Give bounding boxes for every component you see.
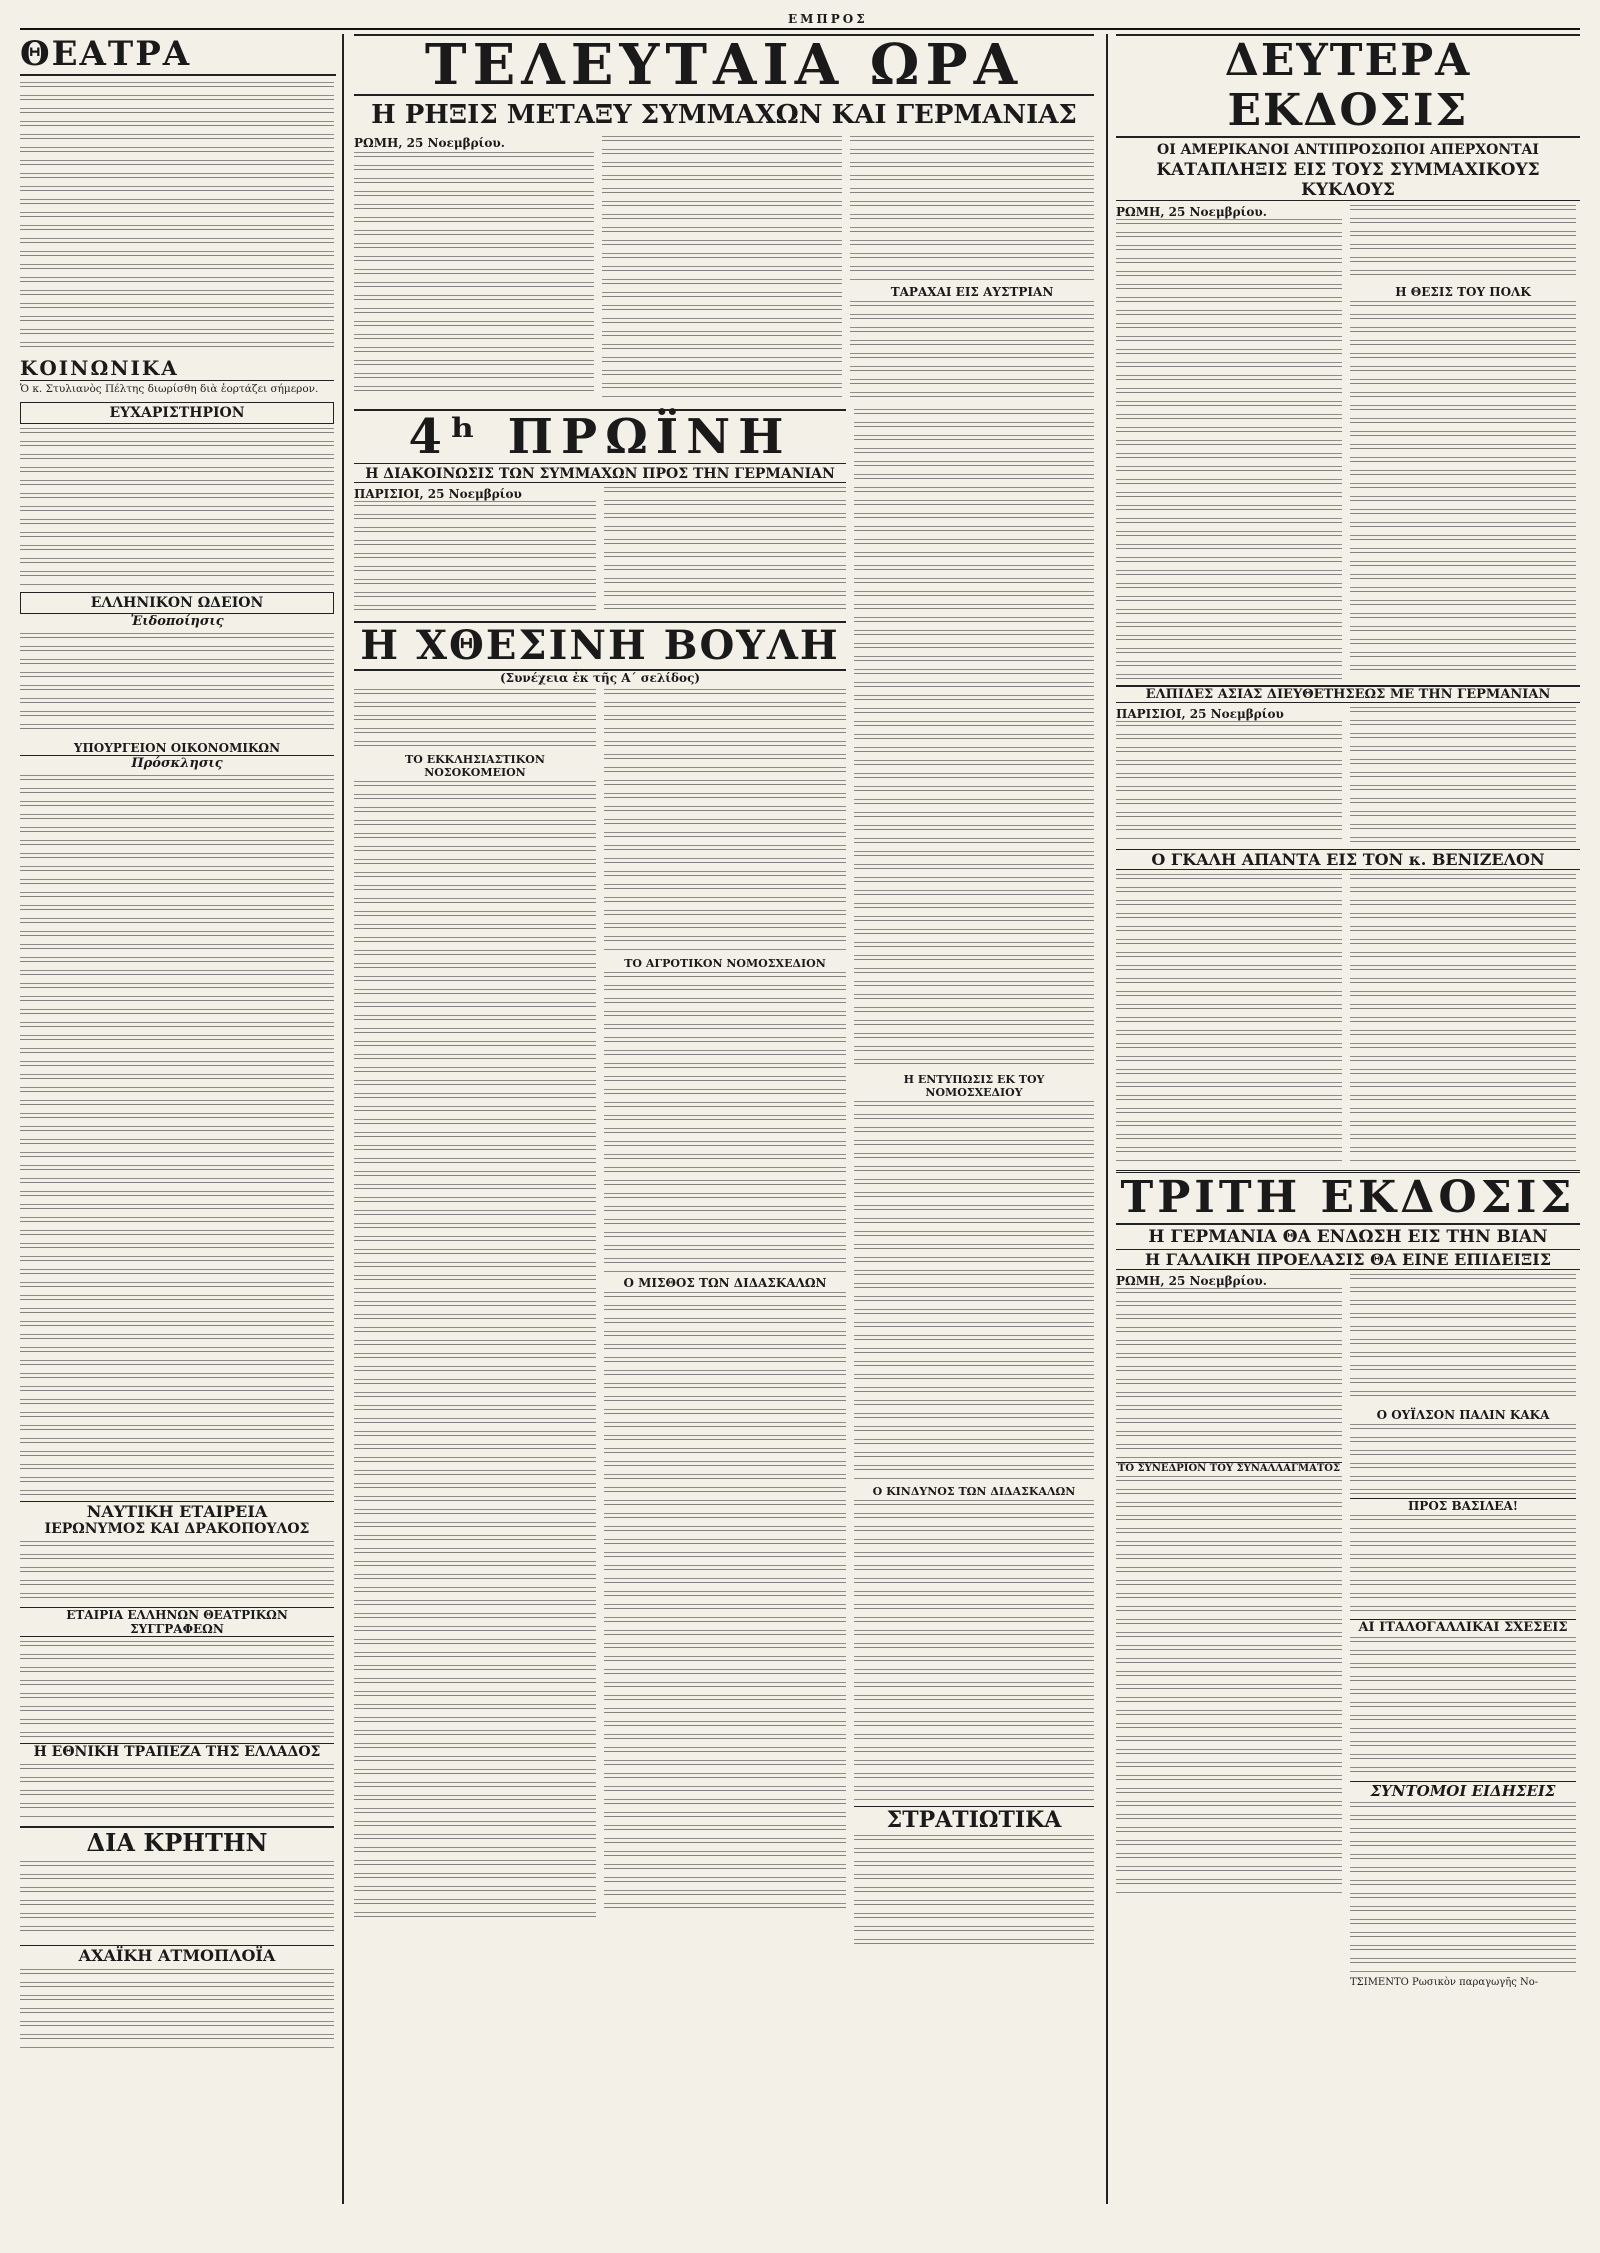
second-edition-col2-a — [1350, 205, 1576, 281]
edition-4-title: 4ʰ ΠΡΩΪΝΗ — [354, 409, 846, 464]
vouli-subtitle: (Συνέχεια ἐκ τῆς Α΄ σελίδος) — [499, 671, 701, 685]
second-edition-sub2: ΚΑΤΑΠΛΗΞΙΣ ΕΙΣ ΤΟΥΣ ΣΥΜΜΑΧΙΚΟΥΣ ΚΥΚΛΟΥΣ — [1116, 160, 1580, 201]
vouli-title: Η ΧΘΕΣΙΝΗ ΒΟΥΛΗ — [354, 621, 846, 671]
wilson-body — [1350, 1424, 1576, 1494]
bank-body — [20, 1764, 334, 1820]
italy-title: ΑΙ ΙΤΑΛΟΓΑΛΛΙΚΑΙ ΣΧΕΣΕΙΣ — [1350, 1619, 1576, 1635]
venizelos-col2 — [1350, 874, 1576, 1164]
steamer-title: ΑΧΑΪΚΗ ΑΤΜΟΠΛΟΪΑ — [20, 1945, 334, 1965]
stratiotika-body — [854, 1835, 1094, 1945]
hospital-title: ΤΟ ΕΚΚΛΗΣΙΑΣΤΙΚΟΝ ΝΟΣΟΚΟΜΕΙΟΝ — [405, 753, 545, 779]
newspaper-page — [20, 14, 1580, 2214]
vouli-col2-b — [604, 972, 846, 1272]
main-subheadline: Η ΡΗΞΙΣ ΜΕΤΑΞΥ ΣΥΜΜΑΧΩΝ ΚΑΙ ΓΕΡΜΑΝΙΑΣ — [371, 100, 1077, 130]
kindy-title: Ο ΚΙΝΔΥΝΟΣ ΤΩΝ ΔΙΔΑΣΚΑΛΩΝ — [872, 1485, 1076, 1498]
center-dateline-2: ΠΑΡΙΣΙΟΙ, 25 Νοεμβρίου — [354, 487, 522, 501]
steamer-body — [20, 1969, 334, 2049]
thanks-body — [20, 428, 334, 586]
center-dateline-1: ΡΩΜΗ, 25 Νοεμβρίου. — [354, 136, 505, 150]
edition-4-col1 — [354, 501, 596, 611]
second-edition-sub1: ΟΙ ΑΜΕΡΙΚΑΝΟΙ ΑΝΤΙΠΡΟΣΩΠΟΙ ΑΠΕΡΧΟΝΤΑΙ — [1157, 142, 1539, 158]
third-edition-col1 — [1116, 1288, 1342, 1458]
vouli-col1-b — [354, 781, 596, 1921]
to-king-title: ΠΡΟΣ ΒΑΣΙΛΕΑ! — [1350, 1498, 1576, 1513]
third-edition-title: ΤΡΙΤΗ ΕΚΔΟΣΙΣ — [1116, 1170, 1580, 1225]
shipping-body — [20, 1541, 334, 1601]
brief-news-body — [1350, 1802, 1576, 1972]
germany-hopes-title: ΕΛΠΙΔΕΣ ΑΣΙΑΣ ΔΙΕΥΘΕΤΗΣΕΩΣ ΜΕ ΤΗΝ ΓΕΡΜΑΝΙΑΝ — [1116, 685, 1580, 703]
shipping-subtitle: ΙΕΡΩΝΥΜΟΣ ΚΑΙ ΔΡΑΚΟΠΟΥΛΟΣ — [44, 1521, 310, 1537]
germany-hopes-col2 — [1350, 707, 1576, 843]
brief-news-title: ΣΥΝΤΟΜΟΙ ΕΙΔΗΣΕΙΣ — [1350, 1781, 1576, 1800]
venizelos-col1 — [1116, 874, 1342, 1164]
second-edition-col2-b — [1350, 301, 1576, 671]
polk-title: Η ΘΕΣΙΣ ΤΟΥ ΠΟΛΚ — [1395, 285, 1531, 299]
odeion-body — [20, 633, 334, 733]
third-edition-sub2: Η ΓΑΛΛΙΚΗ ΠΡΟΕΛΑΣΙΣ ΘΑ ΕΙΝΕ ΕΠΙΔΕΙΞΙΣ — [1116, 1249, 1580, 1270]
venizelos-title: Ο ΓΚΑΛΗ ΑΠΑΝΤΑ ΕΙΣ ΤΟΝ κ. ΒΕΝΙΖΕΛΟΝ — [1116, 849, 1580, 870]
italy-body — [1350, 1637, 1576, 1777]
main-headline: ΤΕΛΕΥΤΑΙΑ ΩΡΑ — [354, 34, 1094, 96]
odeion-subtitle: Ἐιδοποίησις — [130, 614, 224, 629]
vouli-col1-a — [354, 689, 596, 749]
crete-title: ΔΙΑ ΚΡΗΤΗΝ — [20, 1826, 334, 1857]
right-dateline-1: ΡΩΜΗ, 25 Νοεμβρίου. — [1116, 205, 1267, 219]
agri-title: ΤΟ ΑΓΡΟΤΙΚΟΝ ΝΟΜΟΣΧΕΔΙΟΝ — [624, 957, 826, 970]
edition-4-col2 — [604, 487, 846, 615]
column-right — [1106, 34, 1580, 2204]
crete-body — [20, 1861, 334, 1939]
center-right-col-b — [854, 1101, 1094, 1481]
edition-4-subtitle: Η ΔΙΑΚΟΙΝΩΣΙΣ ΤΩΝ ΣΥΜΜΑΧΩΝ ΠΡΟΣ ΤΗΝ ΓΕΡΜΑΝΙΑΝ — [354, 466, 846, 483]
second-edition-title: ΔΕΥΤΕΡΑ ΕΚΔΟΣΙΣ — [1116, 34, 1580, 138]
center-right-col-a — [854, 409, 1094, 1069]
bank-title: Η ΕΘΝΙΚΗ ΤΡΑΠΕΖΑ ΤΗΣ ΕΛΛΑΔΟΣ — [20, 1743, 334, 1760]
wilson-title: Ο ΟΥΪΛΣΟΝ ΠΑΛΙΝ ΚΑΚΑ — [1376, 1408, 1550, 1422]
theatres-title: ΘΕΑΤΡΑ — [20, 34, 336, 76]
koinonika-title: ΚΟΙΝΩΝΙΚΑ — [20, 356, 334, 381]
right-dateline-2: ΠΑΡΙΣΙΟΙ, 25 Νοεμβρίου — [1116, 707, 1284, 721]
vouli-col2-a — [604, 689, 846, 953]
column-center — [354, 34, 1094, 2204]
odeion-title: ΕΛΛΗΝΙΚΟΝ ΩΔΕΙΟΝ — [20, 592, 334, 614]
writers-body — [20, 1641, 334, 1737]
lead-article-col3 — [850, 136, 1094, 281]
stratiotika-title: ΣΤΡΑΤΙΩΤΙΚΑ — [854, 1806, 1094, 1833]
third-edition-sub1: Η ΓΕΡΜΑΝΙΑ ΘΑ ΕΝΔΩΣΗ ΕΙΣ ΤΗΝ ΒΙΑΝ — [1148, 1227, 1548, 1247]
vouli-col2-c — [604, 1292, 846, 1912]
ministry-title: ΥΠΟΥΡΓΕΙΟΝ ΟΙΚΟΝΟΜΙΚΩΝ — [20, 741, 334, 756]
to-king-body — [1350, 1515, 1576, 1615]
thanks-title: ΕΥΧΑΡΙΣΤΗΡΙΟΝ — [20, 402, 334, 424]
shipping-title: ΝΑΥΤΙΚΗ ΕΤΑΙΡΕΙΑ — [20, 1501, 334, 1521]
germany-hopes-col1 — [1116, 721, 1342, 841]
writers-title: ΕΤΑΙΡΙΑ ΕΛΛΗΝΩΝ ΘΕΑΤΡΙΚΩΝ ΣΥΓΓΡΑΦΕΩΝ — [20, 1607, 334, 1637]
entyposis-title: Η ΕΝΤΥΠΩΣΙΣ ΕΚ ΤΟΥ ΝΟΜΟΣΧΕΔΙΟΥ — [903, 1073, 1045, 1099]
cement-ad: ΤΣΙΜΕΝΤΟ Ρωσικὸν παραγωγῆς Νο- — [1350, 1977, 1539, 1988]
right-dateline-3: ΡΩΜΗ, 25 Νοεμβρίου. — [1116, 1274, 1267, 1288]
lead-article-col2 — [602, 136, 842, 398]
third-edition-col2 — [1350, 1274, 1576, 1404]
agreement-title: ΤΟ ΣΥΝΕΔΡΙΟΝ ΤΟΥ ΣΥΝΑΛΛΑΓΜΑΤΟΣ — [1117, 1463, 1341, 1474]
austria-body — [850, 301, 1094, 401]
teachers-title: Ο ΜΙΣΘΟΣ ΤΩΝ ΔΙΔΑΣΚΑΛΩΝ — [623, 1276, 827, 1290]
austria-title: ΤΑΡΑΧΑΙ ΕΙΣ ΑΥΣΤΡΙΑΝ — [890, 285, 1054, 299]
lead-article-col1 — [354, 152, 594, 392]
theatres-listings — [20, 82, 334, 350]
ministry-body — [20, 775, 334, 1495]
masthead — [20, 14, 1580, 30]
agreement-body — [1116, 1476, 1342, 1896]
column-left — [20, 34, 344, 2204]
koinonika-text: Ὁ κ. Στυλιανὸς Πέλτης διωρίσθη διὰ ἑορτάζει σήμερον. — [20, 383, 319, 395]
ministry-subtitle: Πρόσκλησις — [131, 756, 223, 771]
second-edition-col1 — [1116, 219, 1342, 679]
paper-name: ΕΜΠΡΟΣ — [780, 12, 876, 26]
center-right-col-c — [854, 1500, 1094, 1800]
